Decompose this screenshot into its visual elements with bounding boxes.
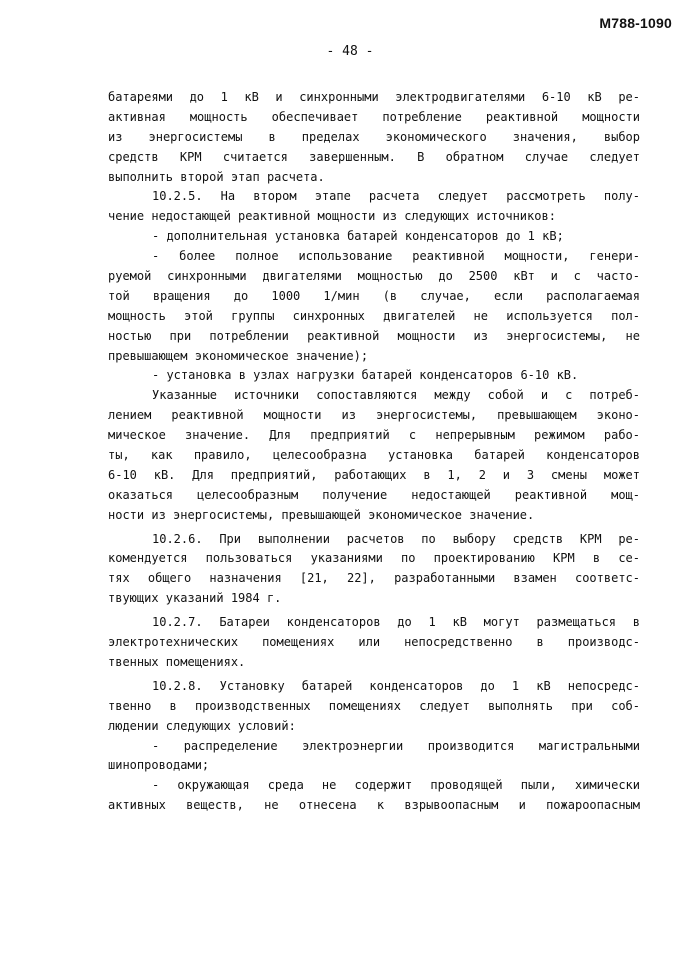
text-line: - распределение электроэнергии производится магистральными xyxy=(152,738,640,753)
text-line: шинопроводами; xyxy=(108,758,210,773)
text-line: активных веществ, не отнесена к взрывоопасным и пожароопасным xyxy=(108,798,640,813)
paragraph-10-2-7 xyxy=(108,613,640,673)
text-line: мическое значение. Для предприятий с непрерывным режимом рабо- xyxy=(108,428,640,443)
text-line: 10.2.5. На втором этапе расчета следует рассмотреть полу- xyxy=(152,189,640,204)
document-code: М788-1090 xyxy=(599,15,672,31)
text-line: твенно в производственных помещениях следует выполнять при соб- xyxy=(108,698,640,713)
text-line: руемой синхронными двигателями мощностью до 2500 кВт и с часто- xyxy=(108,269,640,284)
condition-item-2 xyxy=(108,776,640,816)
text-line: ты, как правило, целесообразна установка батарей конденсаторов xyxy=(108,448,640,463)
text-line: лением реактивной мощности из энергосистемы, превышающем эконо- xyxy=(108,408,640,423)
paragraph-10-2-6 xyxy=(108,530,640,610)
text-line: 6-10 кВ. Для предприятий, работающих в 1, 2 и 3 смены может xyxy=(108,467,640,482)
text-line: оказаться целесообразным получение недостающей реактивной мощ- xyxy=(108,487,640,502)
list-item-2 xyxy=(108,247,640,366)
list-item-3 xyxy=(108,366,640,386)
condition-item-1 xyxy=(108,737,640,777)
paragraph-10-2-8 xyxy=(108,677,640,737)
text-line: - более полное использование реактивной мощности, генери- xyxy=(152,249,640,264)
paragraph-sources xyxy=(108,386,640,525)
text-line: выполнить второй этап расчета. xyxy=(108,169,325,184)
text-line: электротехнических помещениях или непосредственно в производс- xyxy=(108,635,640,650)
list-item-1 xyxy=(108,227,640,247)
text-line: батареями до 1 кВ и синхронными электродвигателями 6-10 кВ ре- xyxy=(108,90,640,104)
text-line: Указанные источники сопоставляются между собой и с потреб- xyxy=(152,388,640,403)
text-line: из энергосистемы в пределах экономического значения, выбор xyxy=(108,129,640,144)
text-line: мощность этой группы синхронных двигателей не используется пол- xyxy=(108,308,640,323)
text-line: 10.2.7. Батареи конденсаторов до 1 кВ могут размещаться в xyxy=(152,615,640,630)
text-line: - установка в узлах нагрузки батарей конденсаторов 6-10 кВ. xyxy=(152,368,579,383)
text-line: ности из энергосистемы, превышающей экономическое значение. xyxy=(108,507,535,522)
text-line: людении следующих условий: xyxy=(108,718,296,733)
document-body xyxy=(108,88,640,816)
text-line: - окружающая среда не содержит проводящей пыли, химически xyxy=(152,778,640,793)
text-line: превышающем экономическое значение); xyxy=(108,348,369,363)
text-line: 10.2.8. Установку батарей конденсаторов до 1 кВ непосредс- xyxy=(152,678,640,693)
text-line: чение недостающей реактивной мощности из следующих источников: xyxy=(108,209,556,224)
text-line: тях общего назначения [21, 22], разработанными взамен соответс- xyxy=(108,571,640,586)
text-line: средств КРМ считается завершенным. В обратном случае следует xyxy=(108,149,640,164)
text-line: той вращения до 1000 1/мин (в случае, если располагаемая xyxy=(108,288,640,303)
paragraph-continuation xyxy=(108,88,640,187)
text-line: - дополнительная установка батарей конденсаторов до 1 кВ; xyxy=(152,229,564,244)
text-line: твенных помещениях. xyxy=(108,654,246,669)
text-line: 10.2.6. При выполнении расчетов по выбору средств КРМ ре- xyxy=(152,531,640,546)
text-line: твующих указаний 1984 г. xyxy=(108,591,282,606)
text-line: активная мощность обеспечивает потребление реактивной мощности xyxy=(108,109,640,124)
text-line: комендуется пользоваться указаниями по проектированию КРМ в се- xyxy=(108,551,640,566)
paragraph-10-2-5 xyxy=(108,187,640,227)
page-number: - 48 - xyxy=(326,44,374,59)
text-line: ностью при потреблении реактивной мощности из энергосистемы, не xyxy=(108,328,640,343)
